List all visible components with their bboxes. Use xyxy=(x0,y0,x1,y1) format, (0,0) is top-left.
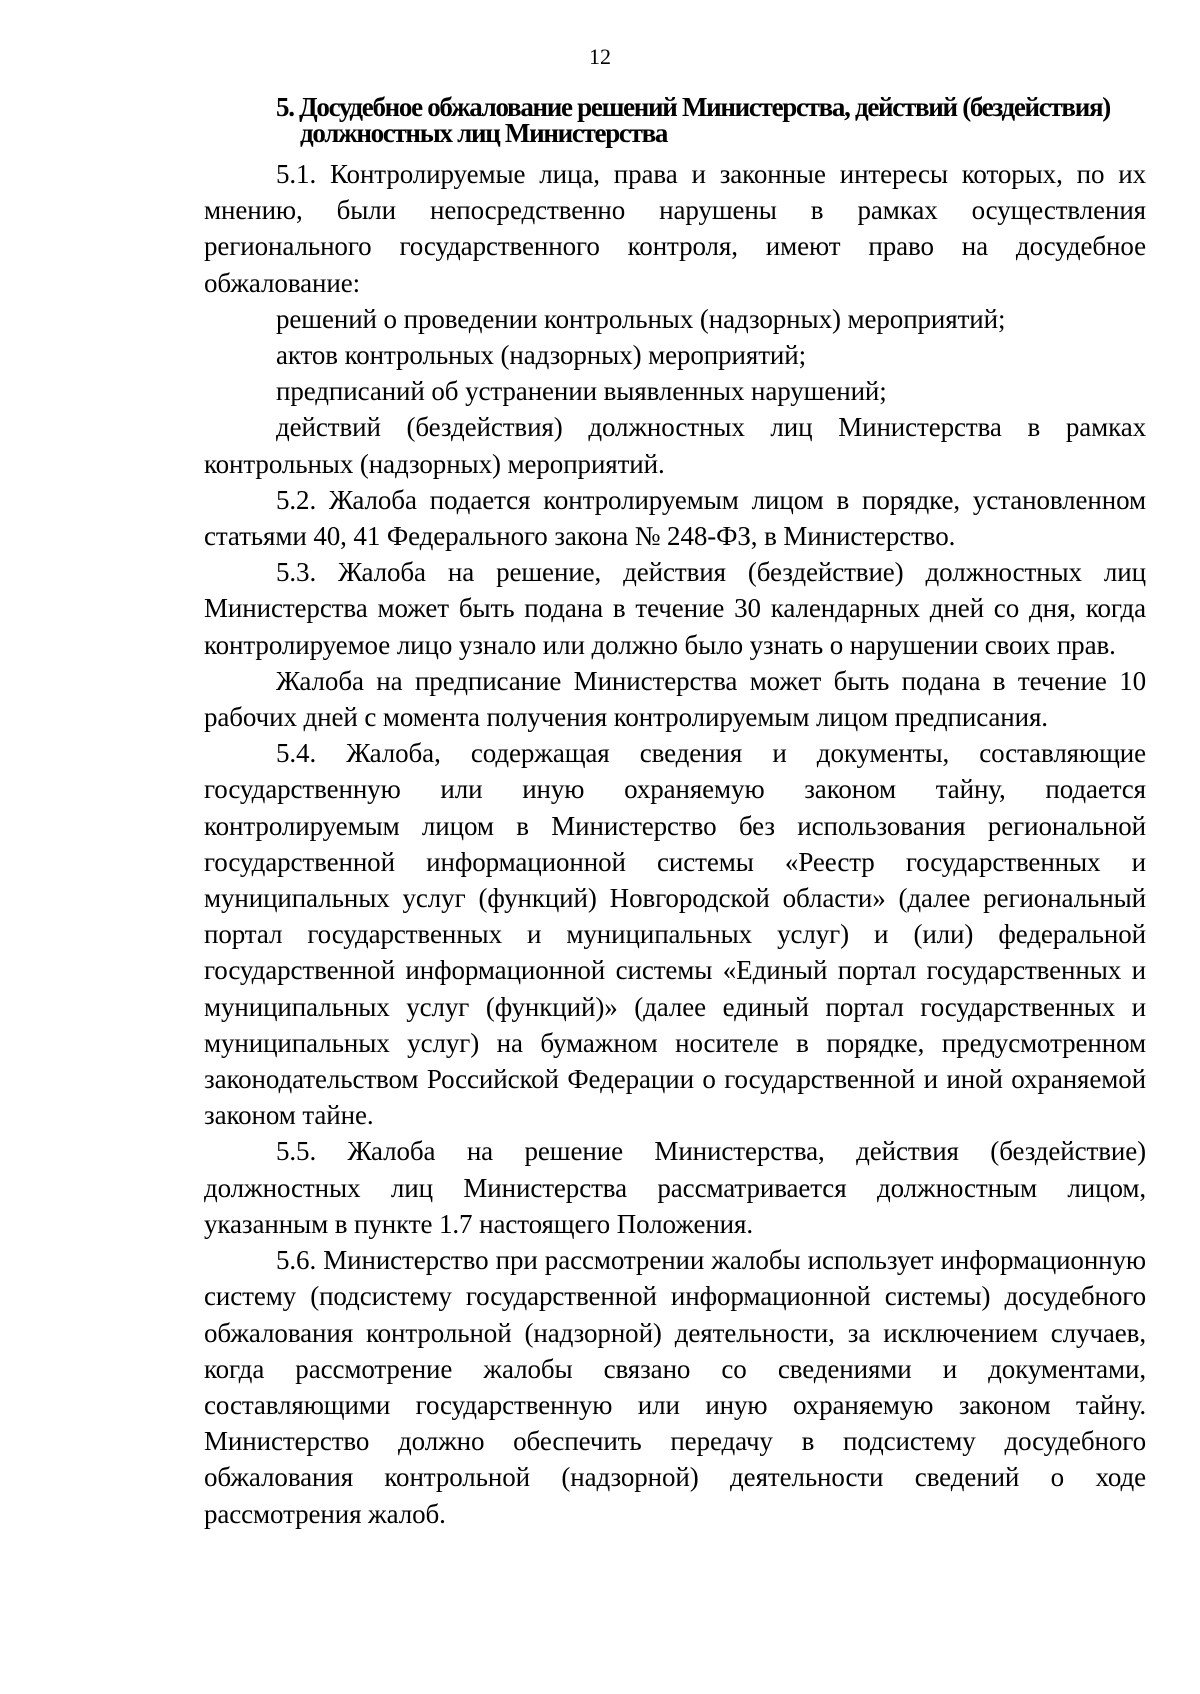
list-item-decisions: решений о проведении контрольных (надзорных) мероприятий; xyxy=(276,303,1006,334)
paragraph-5-1: 5.1. Контролируемые лица, права и законные интересы которых, по их мнению, были непосредственно нарушены в рамках осуществления регионального государственного контроля, имеют право на досудебное обжалование: xyxy=(204,159,1146,298)
paragraph-5-5: 5.5. Жалоба на решение Министерства, действия (бездействие) должностных лиц Министерства рассматривается должностным лицом, указанным в пункте 1.7 настоящего Положения. xyxy=(204,1136,1146,1239)
paragraph-5-6: 5.6. Министерство при рассмотрении жалобы использует информационную систему (подсистему государственной информационной системы) досудебного обжалования контрольной (надзорной) деятельности, за исключением случаев, когда рассмотрение жалобы связано со сведениями и документами, составляющими государственную или иную охраняемую законом тайну. Министерство должно обеспечить передачу в подсистему досудебного обжалования контрольной (надзорной) деятельности сведений о ходе рассмотрения жалоб. xyxy=(204,1245,1146,1529)
paragraph-5-3: 5.3. Жалоба на решение, действия (бездействие) должностных лиц Министерства может быть подана в течение 30 календарных дней со дня, когда контролируемое лицо узнало или должно было узнать о нарушении своих прав. xyxy=(204,557,1146,660)
paragraph-5-4: 5.4. Жалоба, содержащая сведения и документы, составляющие государственную или иную охраняемую законом тайну, подается контролируемым лицом в Министерство без использования региональной государственной информационной системы «Реестр государственных и муниципальных услуг (функций) Новгородской области» (далее региональный портал государственных и муниципальных услуг) и (или) федеральной государственной информационной системы «Единый портал государственных и муниципальных услуг (функций)» (далее единый портал государственных и муниципальных услуг) на бумажном носителе в порядке, предусмотренном законодательством Российской Федерации о государственной и иной охраняемой законом тайне. xyxy=(204,738,1146,1131)
paragraph-5-3-order-complaint: Жалоба на предписание Министерства может быть подана в течение 10 рабочих дней с момента получения контролируемым лицом предписания. xyxy=(204,665,1146,733)
section-heading-line-2: должностных лиц Министерства xyxy=(300,118,668,148)
list-item-actions: действий (бездействия) должностных лиц Министерства в рамках контрольных (надзорных) мероприятий. xyxy=(204,412,1146,479)
document-body xyxy=(204,156,1146,1532)
paragraph-5-2: 5.2. Жалоба подается контролируемым лицом в порядке, установленном статьями 40, 41 Федерального закона № 248-ФЗ, в Министерство. xyxy=(204,484,1146,552)
page-number: 12 xyxy=(589,44,611,69)
section-heading-line-1: 5. Досудебное обжалование решений Министерства, действий (бездействия) xyxy=(276,92,1110,122)
section-heading xyxy=(276,94,1146,146)
list-item-acts: актов контрольных (надзорных) мероприятий; xyxy=(276,340,806,371)
list-item-orders: предписаний об устранении выявленных нарушений; xyxy=(276,376,887,407)
